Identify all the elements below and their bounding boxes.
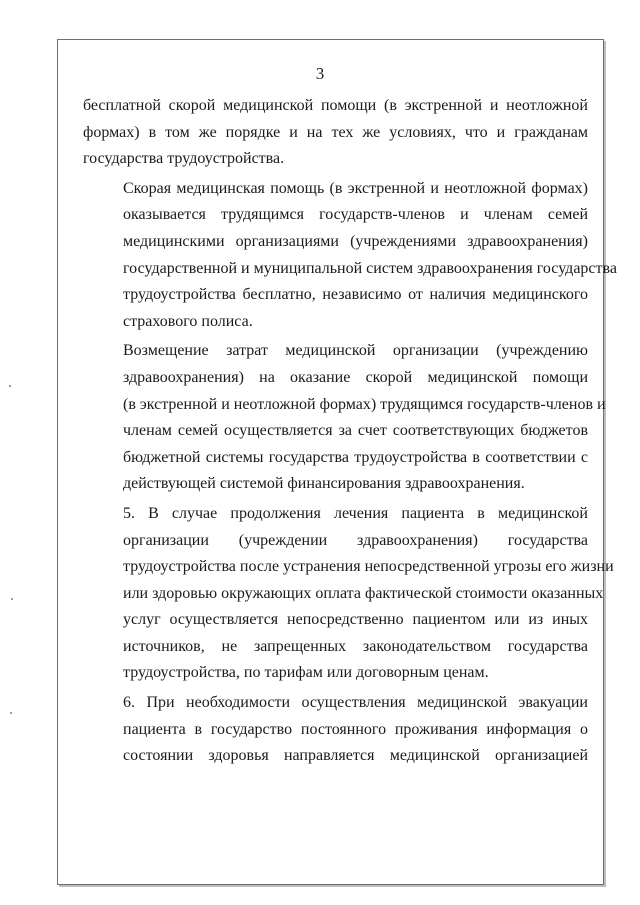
text-line: источников, не запрещенных законодательством государства [123,637,588,655]
paragraph [83,501,614,687]
text-line: трудоустройства, по тарифам или договорным ценам. [123,664,489,682]
text-line: трудоустройства бесплатно, независимо от наличия медицинского [123,286,588,304]
text-line: состоянии здоровья направляется медицинской организацией [123,747,588,765]
scan-artifact [10,712,12,714]
text-line: организации (учреждении здравоохранения) государства [123,531,588,549]
text-line: Возмещение затрат медицинской организации (учреждению [123,342,588,360]
text-line: формах) в том же порядке и на тех же условиях, что и гражданам [83,123,588,141]
text-line: или здоровью окружающих оплата фактической стоимости оказанных [123,584,604,602]
text-line: Скорая медицинская помощь (в экстренной и неотложной формах) [123,179,588,197]
scan-artifact [9,385,11,387]
text-line: страхового полиса. [123,312,253,330]
paragraph [83,338,606,498]
paragraph [83,690,588,770]
text-line: здравоохранения) на оказание скорой медицинской помощи [123,368,588,386]
document-body [83,93,617,770]
page-number: 3 [315,64,325,83]
text-line: 5. В случае продолжения лечения пациента в медицинской [123,504,588,522]
text-line: оказывается трудящимся государств-членов и членам семей [123,206,588,224]
paragraph [83,93,588,173]
text-line: медицинскими организациями (учреждениями здравоохранения) [123,232,588,250]
text-line: трудоустройства после устранения непосредственной угрозы его жизни [123,558,614,576]
text-line: бюджетной системы государства трудоустройства в соответствии с [123,448,588,466]
text-line: 6. При необходимости осуществления медицинской эвакуации [123,694,588,712]
text-line: членам семей осуществляется за счет соответствующих бюджетов [123,422,588,440]
text-line: действующей системой финансирования здравоохранения. [123,475,525,493]
paragraph [83,176,617,336]
text-line: пациента в государство постоянного проживания информация о [123,720,588,738]
text-line: услуг осуществляется непосредственно пациентом или из иных [123,611,588,629]
text-line: (в экстренной и неотложной формах) трудящимся государств-членов и [123,395,606,413]
text-line: государства трудоустройства. [83,150,285,168]
text-line: государственной и муниципальной систем здравоохранения государства [123,259,617,277]
text-line: бесплатной скорой медицинской помощи (в экстренной и неотложной [83,97,588,114]
scan-artifact [11,598,13,600]
